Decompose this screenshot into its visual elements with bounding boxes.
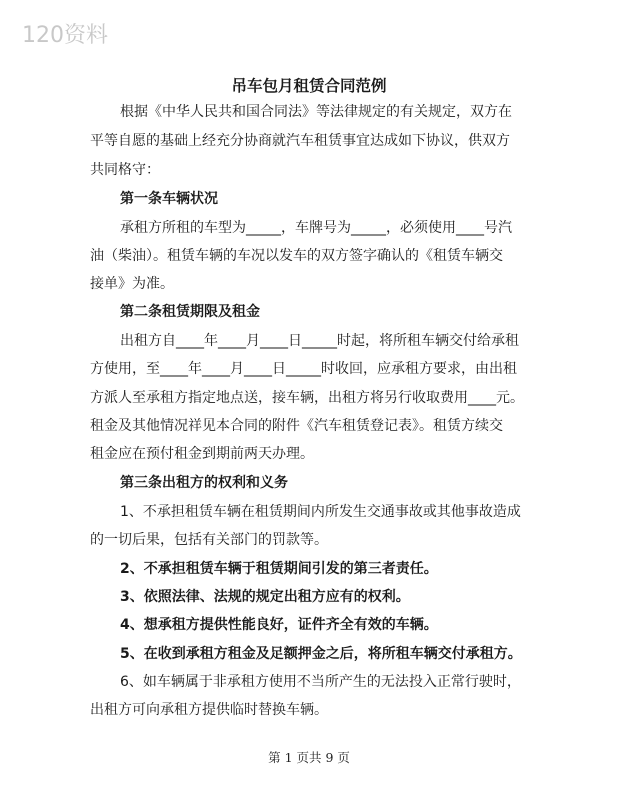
section-heading: 第三条出租方的权利和义务 bbox=[120, 475, 288, 491]
document-title: 吊车包月租赁合同范例 bbox=[231, 77, 387, 95]
paragraph-line: 租金及其他情况祥见本合同的附件《汽车租赁登记表》。租赁方续交 bbox=[90, 418, 503, 434]
paragraph-line: 油（柴油）。租赁车辆的车况以发车的双方签字确认的《租赁车辆交 bbox=[90, 248, 503, 264]
paragraph-line: 租金应在预付租金到期前两天办理。 bbox=[90, 446, 314, 462]
paragraph-line: 根据《中华人民共和国合同法》等法律规定的有关规定，双方在 bbox=[120, 104, 512, 120]
section-heading: 第二条租赁期限及租金 bbox=[120, 304, 260, 320]
list-item: 1、不承担租赁车辆在租赁期间内所发生交通事故或其他事故造成 bbox=[120, 504, 521, 520]
paragraph-line: 出租方自____年____月____日_____时起，将所租车辆交付给承租 bbox=[120, 333, 519, 349]
list-item: 5、在收到承租方租金及足额押金之后，将所租车辆交付承租方。 bbox=[120, 646, 522, 662]
paragraph-line: 平等自愿的基础上经充分协商就汽车租赁事宜达成如下协议，供双方 bbox=[90, 133, 510, 149]
list-item-continuation: 的一切后果，包括有关部门的罚款等。 bbox=[90, 532, 328, 548]
page-footer: 第 1 页共 9 页 bbox=[268, 750, 350, 765]
paragraph-line: 方派人至承租方指定地点送，接车辆，出租方将另行收取费用____元。 bbox=[90, 390, 524, 406]
list-item: 4、想承租方提供性能良好，证件齐全有效的车辆。 bbox=[120, 617, 438, 633]
paragraph-line: 方使用，至____年____月____日_____时收回，应承租方要求，由出租 bbox=[90, 361, 517, 377]
list-item: 6、如车辆属于非承租方使用不当所产生的无法投入正常行驶时， bbox=[120, 674, 521, 690]
paragraph-line: 共同格守： bbox=[90, 162, 160, 178]
paragraph-line: 接单》为准。 bbox=[90, 276, 174, 292]
section-heading: 第一条车辆状况 bbox=[120, 191, 218, 207]
list-item: 2、不承担租赁车辆于租赁期间引发的第三者责任。 bbox=[120, 561, 438, 577]
list-item-continuation: 出租方可向承租方提供临时替换车辆。 bbox=[90, 702, 328, 718]
paragraph-line: 承租方所租的车型为_____，车牌号为_____，必须使用____号汽 bbox=[120, 220, 512, 236]
list-item: 3、依照法律、法规的规定出租方应有的权利。 bbox=[120, 589, 410, 605]
watermark: 120资料 bbox=[22, 23, 108, 48]
